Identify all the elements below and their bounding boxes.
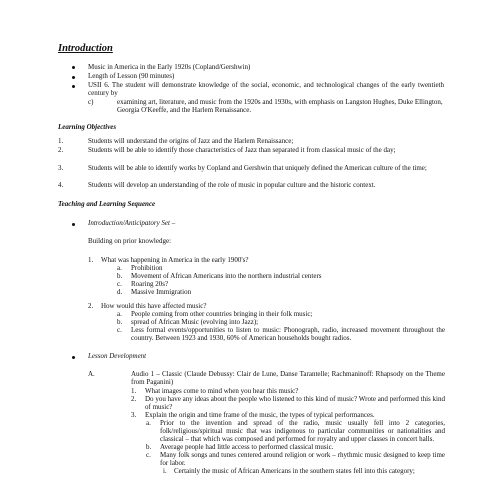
objective-3: Students will be able to identify works by Copland and Gershwin that uniquely defined the American culture of the time; xyxy=(88,164,427,172)
objective-number: 4. xyxy=(58,181,64,189)
question-number: 2. xyxy=(88,302,94,310)
intro-bullet-3: USII 6. The student will demonstrate knowledge of the social, economic, and technological changes of the early twentieth century by xyxy=(88,81,444,97)
intro-bullet-2: Length of Lesson (90 minutes) xyxy=(88,72,175,80)
bullet-icon xyxy=(72,66,75,69)
list-letter: b. xyxy=(117,272,123,280)
lesson-development-label: Lesson Development xyxy=(88,352,147,360)
section-marker: A. xyxy=(88,370,95,378)
q1-item-d: Massive Immigration xyxy=(131,288,192,296)
q1-item-b: Movement of African Americans into the northern industrial centers xyxy=(131,272,322,280)
section-a-item-3: Explain the origin and time frame of the music, the types of typical performances. xyxy=(145,411,375,419)
section-a-text: Audio 1 – Classic (Claude Debussy: Clair de Lune, Danse Tarantelle; Rachmaninoff: Rhapsody on the Theme from Paganini) xyxy=(131,370,445,386)
bullet-icon xyxy=(72,85,75,88)
q2-item-a: People coming from other countries bringing in their folk music; xyxy=(131,310,313,318)
section-a-roman-i: Certainly the music of African Americans in the southern states fell into this category; xyxy=(174,467,415,475)
bullet-icon xyxy=(72,76,75,79)
list-letter: c. xyxy=(146,451,151,459)
bullet-icon xyxy=(72,223,75,226)
item-number: 1. xyxy=(131,387,137,395)
standard-marker: c) xyxy=(88,98,94,106)
anticipatory-label: Introduction/Anticipatory Set – xyxy=(88,219,176,227)
building-label: Building on prior knowledge: xyxy=(88,237,172,245)
list-letter: a. xyxy=(146,419,151,427)
list-letter: a. xyxy=(117,264,122,272)
q2-item-b: spread of African Music (evolving into Jazz); xyxy=(131,318,259,326)
question-1: What was happening in America in the early 1900's? xyxy=(101,256,249,264)
item-number: 3. xyxy=(131,411,137,419)
standard-text: examining art, literature, and music from the 1920s and 1930s, with emphasis on Langston Hughes, Duke Ellington, Georgia O'Keeffe, and the Harlem Renaissance. xyxy=(117,98,443,114)
list-letter: b. xyxy=(117,318,123,326)
q2-item-c: Less formal events/opportunities to listen to music: Phonograph, radio, increased movement throughout the country. Between 1923 and 1930, 60% of American households bought radios. xyxy=(131,326,445,342)
objectives-heading: Learning Objectives xyxy=(58,123,117,131)
section-a-subitem-b: Average people had little access to performed classical music. xyxy=(160,443,334,451)
section-a-item-2: Do you have any ideas about the people who listened to this kind of music? Wrote and performed this kind of music? xyxy=(145,395,445,411)
objective-4: Students will develop an understanding of the role of music in popular culture and the historic context. xyxy=(88,181,376,189)
question-number: 1. xyxy=(88,256,94,264)
intro-bullet-1: Music in America in the Early 1920s (Copland/Gershwin) xyxy=(88,63,251,71)
list-letter: c. xyxy=(117,280,122,288)
item-number: 2. xyxy=(131,395,137,403)
list-letter: c. xyxy=(117,326,122,334)
objective-2: Students will be able to identify those characteristics of Jazz than separated it from classical music of the day; xyxy=(88,146,396,154)
roman-marker: i. xyxy=(163,467,167,475)
question-2: How would this have affected music? xyxy=(101,302,207,310)
section-a-subitem-c: Many folk songs and tunes centered around religion or work – rhythmic music designed to keep time for labor. xyxy=(160,451,445,467)
section-a-subitem-a: Prior to the invention and spread of the radio, music usually fell into 2 categories, folk/religious/spiritual music that was indigenous to particular communities or nationalities and classical – that which was composed and performed for royalty and upper classes in concert halls. xyxy=(160,419,445,443)
sequence-heading: Teaching and Learning Sequence xyxy=(58,200,156,208)
objective-1: Students will understand the origins of Jazz and the Harlem Renaissance; xyxy=(88,137,294,145)
q1-item-c: Roaring 20s? xyxy=(131,280,169,288)
list-letter: a. xyxy=(117,310,122,318)
objective-number: 1. xyxy=(58,137,64,145)
objective-number: 2. xyxy=(58,146,64,154)
section-a-item-1: What images come to mind when you hear this music? xyxy=(145,387,299,395)
page-title: Introduction xyxy=(58,43,113,54)
list-letter: b. xyxy=(146,443,152,451)
list-letter: d. xyxy=(117,288,123,296)
q1-item-a: Prohibition xyxy=(131,264,163,272)
bullet-icon xyxy=(72,356,75,359)
objective-number: 3. xyxy=(58,164,64,172)
